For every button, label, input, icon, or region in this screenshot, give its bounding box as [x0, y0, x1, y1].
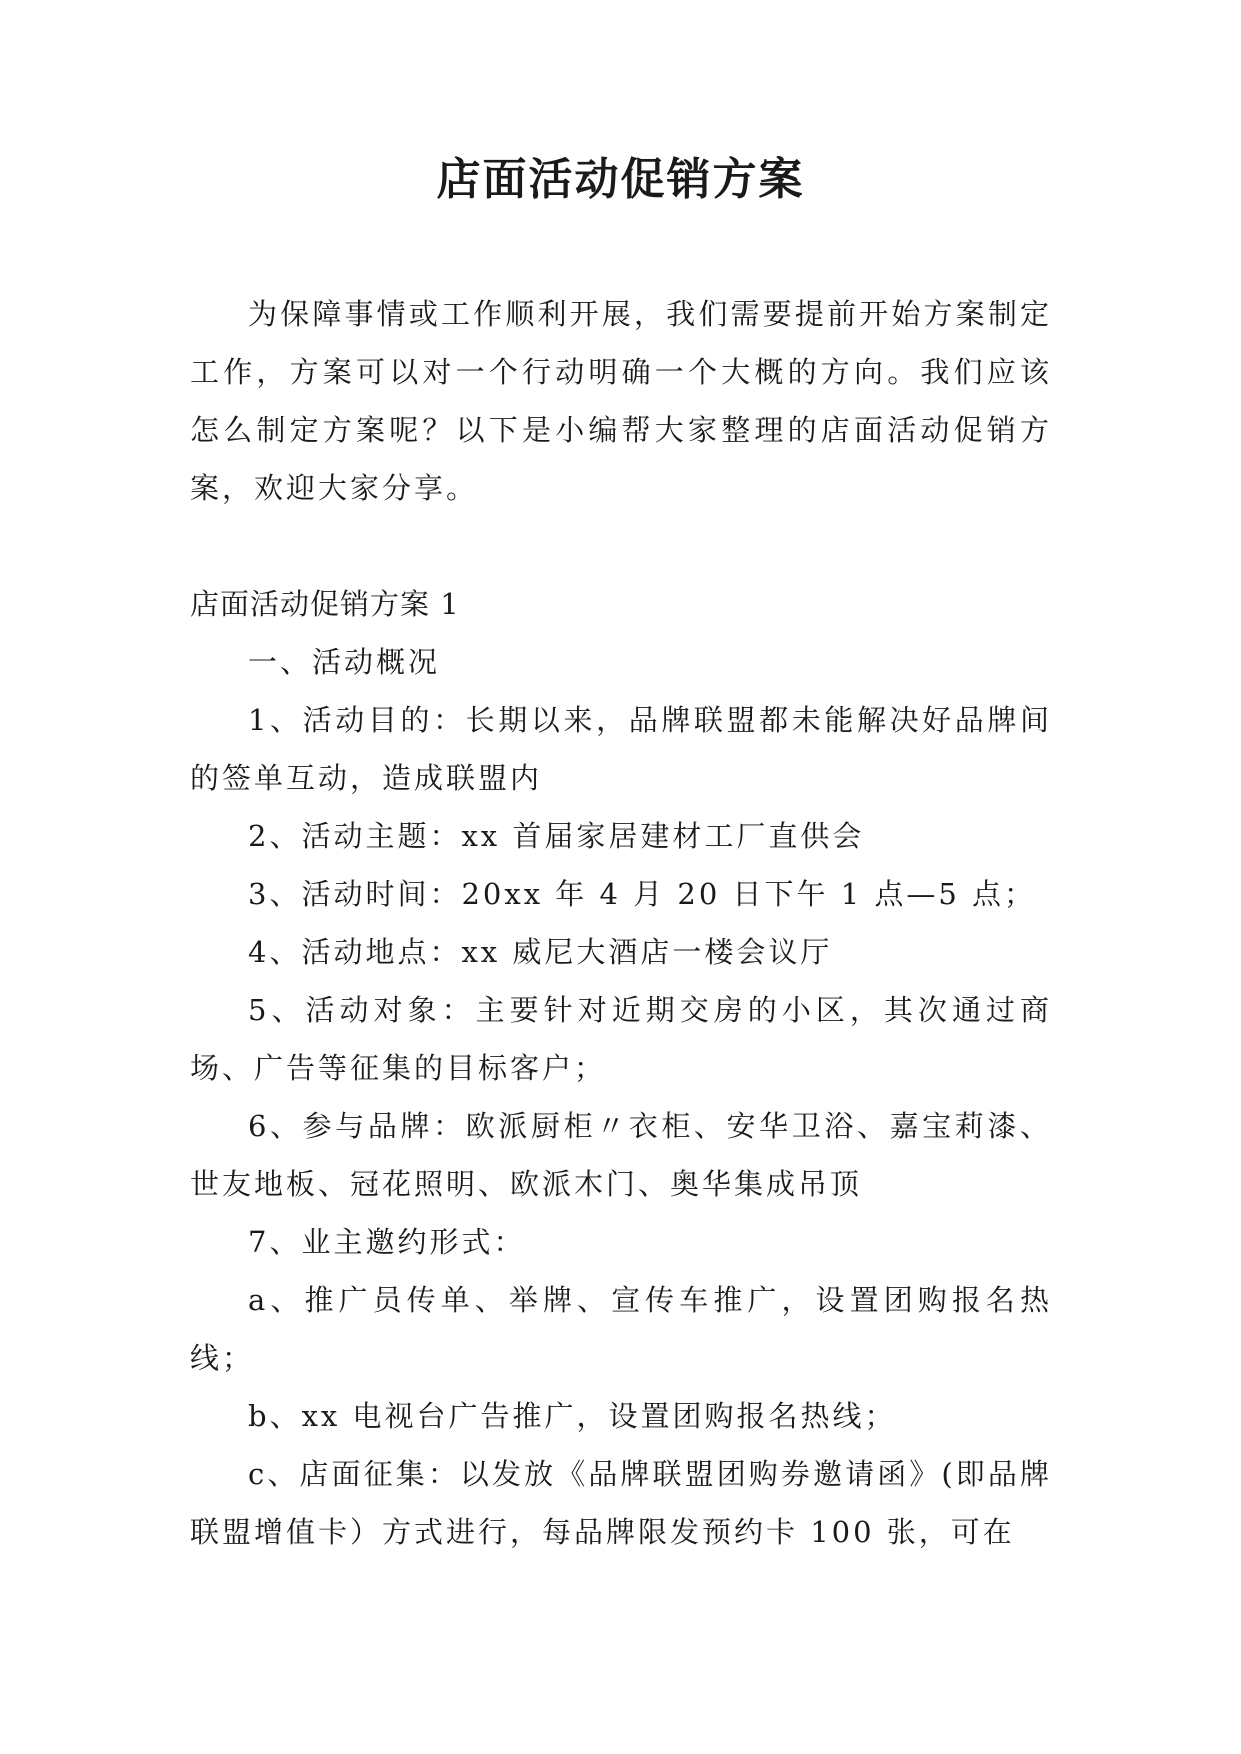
invitation-item-c: c、店面征集：以发放《品牌联盟团购券邀请函》(即品牌联盟增值卡）方式进行，每品牌限发预约卡 100 张，可在: [190, 1457, 1052, 1549]
section-heading: 店面活动促销方案 1: [190, 587, 460, 621]
overview-heading: 一、活动概况: [248, 645, 441, 679]
activity-audience: 5、活动对象：主要针对近期交房的小区，其次通过商场、广告等征集的目标客户；: [190, 993, 1052, 1085]
activity-location: 4、活动地点：xx 威尼大酒店一楼会议厅: [248, 935, 833, 969]
participating-brands: 6、参与品牌：欧派厨柜〃衣柜、安华卫浴、嘉宝莉漆、世友地板、冠花照明、欧派木门、奥华集成吊顶: [190, 1109, 1052, 1201]
invitation-forms: 7、业主邀约形式：: [248, 1225, 526, 1259]
activity-time: 3、活动时间：20xx 年 4 月 20 日下午 1 点—5 点；: [248, 877, 1037, 911]
document-body: [190, 285, 1052, 1561]
activity-theme: 2、活动主题：xx 首届家居建材工厂直供会: [248, 819, 865, 853]
document-title: 店面活动促销方案: [436, 154, 805, 205]
invitation-item-b: b、xx 电视台广告推广，设置团购报名热线；: [248, 1399, 897, 1433]
invitation-item-a: a、推广员传单、举牌、宣传车推广，设置团购报名热线；: [190, 1283, 1052, 1375]
activity-purpose: 1、活动目的：长期以来，品牌联盟都未能解决好品牌间的签单互动，造成联盟内: [190, 703, 1052, 795]
intro-paragraph: 为保障事情或工作顺利开展，我们需要提前开始方案制定工作，方案可以对一个行动明确一个大概的方向。我们应该怎么制定方案呢？以下是小编帮大家整理的店面活动促销方案，欢迎大家分享。: [190, 297, 1052, 505]
